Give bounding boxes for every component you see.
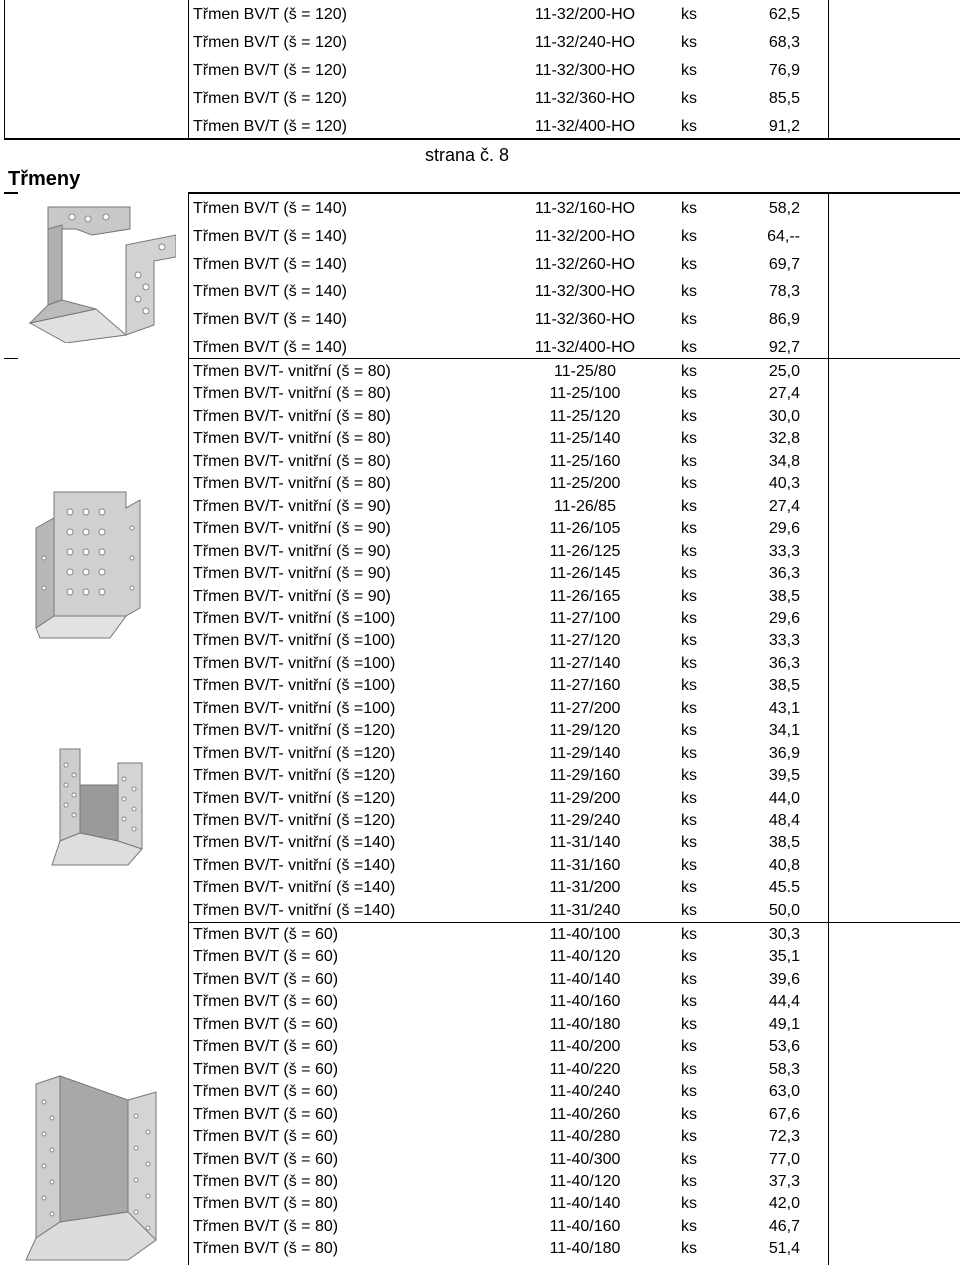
product-code: 11-32/300-HO [534, 283, 636, 301]
unit: ks [681, 699, 697, 717]
product-code: 11-40/180 [549, 1240, 621, 1258]
product-code: 11-40/200 [549, 1038, 621, 1056]
product-name: Třmen BV/T- vnitřní (š = 80) [193, 363, 391, 380]
unit: ks [681, 789, 697, 807]
product-code: 11-40/160 [549, 993, 621, 1011]
product-name: Třmen BV/T (š = 60) [193, 1150, 339, 1168]
unit: ks [681, 118, 697, 135]
price: 25,0 [768, 363, 800, 380]
product-code: 11-32/360-HO [534, 90, 636, 107]
unit: ks [681, 767, 697, 785]
price: 43,1 [768, 699, 800, 717]
product-name: Třmen BV/T (š = 60) [193, 1015, 339, 1033]
product-name: Třmen BV/T (š = 60) [193, 1105, 339, 1123]
divider-2 [188, 192, 960, 194]
price: 72,3 [768, 1128, 800, 1146]
price: 38,5 [768, 677, 800, 695]
product-name: Třmen BV/T (š = 60) [193, 926, 339, 943]
divider-3-stub [4, 358, 18, 359]
price: 53,6 [768, 1038, 800, 1056]
price: 44,4 [768, 993, 800, 1011]
price: 58,2 [768, 200, 800, 217]
product-name: Třmen BV/T- vnitřní (š =120) [193, 767, 396, 785]
product-name: Třmen BV/T- vnitřní (š =140) [193, 834, 396, 852]
product-name: Třmen BV/T- vnitřní (š =100) [193, 677, 396, 695]
price: 40,8 [768, 856, 800, 874]
price: 27,4 [768, 385, 800, 403]
price: 44,0 [768, 789, 800, 807]
unit: ks [681, 62, 697, 79]
product-name: Třmen BV/T (š = 140) [193, 227, 347, 245]
product-code: 11-29/160 [549, 767, 621, 785]
price: 62,5 [768, 6, 800, 23]
unit: ks [681, 812, 697, 829]
unit: ks [681, 744, 697, 762]
product-code: 11-32/360-HO [534, 311, 636, 329]
frame-right-top [828, 0, 829, 139]
price: 46,7 [768, 1217, 800, 1235]
product-code: 11-40/160 [549, 1217, 621, 1235]
price: 48,4 [768, 812, 800, 829]
hanger-small-illustration [46, 745, 150, 869]
unit: ks [681, 834, 697, 852]
unit: ks [681, 565, 697, 583]
product-name: Třmen BV/T- vnitřní (š =100) [193, 654, 396, 672]
product-name: Třmen BV/T- vnitřní (š =100) [193, 609, 396, 627]
price: 69,7 [768, 255, 800, 273]
product-name: Třmen BV/T (š = 140) [193, 283, 347, 301]
product-name: Třmen BV/T- vnitřní (š =120) [193, 722, 396, 740]
divider-4 [188, 922, 960, 923]
product-name: Třmen BV/T- vnitřní (š =140) [193, 901, 396, 919]
unit: ks [681, 34, 697, 51]
product-name: Třmen BV/T (š = 120) [193, 90, 347, 107]
price: 36,3 [768, 654, 800, 672]
unit: ks [681, 901, 697, 919]
unit: ks [681, 363, 697, 380]
price: 92,7 [768, 339, 800, 356]
price: 58,3 [768, 1060, 800, 1078]
unit: ks [681, 1240, 697, 1258]
price: 51,4 [768, 1240, 800, 1258]
unit: ks [681, 1083, 697, 1101]
product-code: 11-29/120 [549, 722, 621, 740]
product-name: Třmen BV/T- vnitřní (š = 80) [193, 430, 391, 448]
product-code: 11-25/200 [549, 475, 621, 493]
price: 30,3 [768, 926, 800, 943]
divider-3 [188, 358, 960, 359]
product-name: Třmen BV/T- vnitřní (š = 80) [193, 452, 391, 470]
divider-2-stub [4, 192, 18, 194]
unit: ks [681, 926, 697, 943]
product-name: Třmen BV/T (š = 80) [193, 1217, 339, 1235]
product-code: 11-32/240-HO [534, 34, 636, 51]
unit: ks [681, 1172, 697, 1190]
hanger-tall-illustration [20, 1062, 170, 1262]
product-code: 11-40/220 [549, 1060, 621, 1078]
product-code: 11-32/400-HO [534, 339, 636, 356]
product-code: 11-27/140 [549, 654, 621, 672]
price: 76,9 [768, 62, 800, 79]
price: 91,2 [768, 118, 800, 135]
product-name: Třmen BV/T (š = 120) [193, 34, 347, 51]
product-code: 11-27/120 [549, 632, 621, 650]
product-name: Třmen BV/T- vnitřní (š = 80) [193, 475, 391, 493]
price: 45.5 [768, 879, 800, 897]
price: 36,9 [768, 744, 800, 762]
product-name: Třmen BV/T (š = 120) [193, 118, 347, 135]
product-code: 11-29/140 [549, 744, 621, 762]
product-code: 11-32/200-HO [534, 227, 636, 245]
unit: ks [681, 255, 697, 273]
unit: ks [681, 200, 697, 217]
product-name: Třmen BV/T- vnitřní (š =140) [193, 879, 396, 897]
product-code: 11-27/200 [549, 699, 621, 717]
product-name: Třmen BV/T (š = 120) [193, 6, 347, 23]
product-code: 11-40/140 [549, 970, 621, 988]
product-name: Třmen BV/T- vnitřní (š =120) [193, 789, 396, 807]
product-code: 11-26/105 [549, 520, 621, 538]
product-code: 11-26/165 [549, 587, 621, 605]
product-name: Třmen BV/T (š = 60) [193, 1083, 339, 1101]
unit: ks [681, 1128, 697, 1146]
frame-sep-2 [188, 192, 189, 1265]
product-name: Třmen BV/T (š = 140) [193, 200, 347, 217]
product-code: 11-26/85 [554, 497, 616, 515]
price: 67,6 [768, 1105, 800, 1123]
price: 27,4 [768, 497, 800, 515]
product-name: Třmen BV/T (š = 60) [193, 993, 339, 1011]
product-name: Třmen BV/T (š = 60) [193, 1128, 339, 1146]
price: 39,5 [768, 767, 800, 785]
price: 77,0 [768, 1150, 800, 1168]
product-name: Třmen BV/T- vnitřní (š =120) [193, 744, 396, 762]
product-name: Třmen BV/T- vnitřní (š =100) [193, 699, 396, 717]
unit: ks [681, 722, 697, 740]
unit: ks [681, 609, 697, 627]
product-name: Třmen BV/T (š = 60) [193, 948, 339, 966]
price: 33,3 [768, 632, 800, 650]
product-name: Třmen BV/T- vnitřní (š =140) [193, 856, 396, 874]
unit: ks [681, 227, 697, 245]
product-code: 11-25/160 [549, 452, 621, 470]
unit: ks [681, 497, 697, 515]
product-name: Třmen BV/T (š = 140) [193, 339, 347, 356]
product-code: 11-31/140 [549, 834, 621, 852]
unit: ks [681, 856, 697, 874]
price: 32,8 [768, 430, 800, 448]
product-code: 11-26/125 [549, 542, 621, 560]
unit: ks [681, 1150, 697, 1168]
unit: ks [681, 520, 697, 538]
product-code: 11-25/80 [554, 363, 616, 380]
unit: ks [681, 452, 697, 470]
unit: ks [681, 1217, 697, 1235]
price: 68,3 [768, 34, 800, 51]
product-code: 11-29/200 [549, 789, 621, 807]
price: 39,6 [768, 970, 800, 988]
unit: ks [681, 654, 697, 672]
price: 40,3 [768, 475, 800, 493]
product-code: 11-25/100 [549, 385, 621, 403]
product-code: 11-40/240 [549, 1083, 621, 1101]
price: 29,6 [768, 520, 800, 538]
product-name: Třmen BV/T- vnitřní (š = 80) [193, 407, 391, 425]
unit: ks [681, 1038, 697, 1056]
unit: ks [681, 993, 697, 1011]
product-code: 11-40/300 [549, 1150, 621, 1168]
product-name: Třmen BV/T- vnitřní (š = 90) [193, 587, 391, 605]
product-name: Třmen BV/T (š = 60) [193, 970, 339, 988]
unit: ks [681, 632, 697, 650]
product-name: Třmen BV/T- vnitřní (š = 90) [193, 565, 391, 583]
unit: ks [681, 677, 697, 695]
product-code: 11-40/180 [549, 1015, 621, 1033]
hanger-outer-bracket-illustration [26, 205, 176, 343]
unit: ks [681, 475, 697, 493]
product-code: 11-40/120 [549, 1172, 621, 1190]
price: 64,-- [767, 227, 800, 245]
unit: ks [681, 339, 697, 356]
product-name: Třmen BV/T- vnitřní (š = 90) [193, 497, 391, 515]
price: 63,0 [768, 1083, 800, 1101]
frame-sep-1 [188, 0, 189, 139]
unit: ks [681, 879, 697, 897]
price: 30,0 [768, 407, 800, 425]
section-title: Třmeny [8, 168, 81, 190]
unit: ks [681, 1015, 697, 1033]
product-code: 11-27/160 [549, 677, 621, 695]
price: 34,1 [768, 722, 800, 740]
price: 78,3 [768, 283, 800, 301]
product-code: 11-31/240 [549, 901, 621, 919]
unit: ks [681, 6, 697, 23]
frame-left-top [4, 0, 5, 139]
unit: ks [681, 542, 697, 560]
product-code: 11-32/400-HO [534, 118, 636, 135]
unit: ks [681, 283, 697, 301]
product-code: 11-40/120 [549, 948, 621, 966]
product-code: 11-40/280 [549, 1128, 621, 1146]
unit: ks [681, 948, 697, 966]
product-code: 11-32/200-HO [534, 6, 636, 23]
product-code: 11-29/240 [549, 812, 621, 829]
price: 50,0 [768, 901, 800, 919]
price: 29,6 [768, 609, 800, 627]
page-reference: strana č. 8 [425, 145, 510, 165]
price: 85,5 [768, 90, 800, 107]
hanger-inner-illustration [30, 488, 154, 640]
product-code: 11-32/160-HO [534, 200, 636, 217]
product-name: Třmen BV/T- vnitřní (š =120) [193, 812, 396, 829]
unit: ks [681, 385, 697, 403]
price: 37,3 [768, 1172, 800, 1190]
unit: ks [681, 1060, 697, 1078]
product-code: 11-27/100 [549, 609, 621, 627]
divider-top [4, 138, 960, 140]
product-name: Třmen BV/T- vnitřní (š = 90) [193, 520, 391, 538]
price: 38,5 [768, 587, 800, 605]
product-code: 11-40/100 [549, 926, 621, 943]
unit: ks [681, 587, 697, 605]
product-name: Třmen BV/T- vnitřní (š = 80) [193, 385, 391, 403]
price: 36,3 [768, 565, 800, 583]
product-code: 11-32/260-HO [534, 255, 636, 273]
unit: ks [681, 311, 697, 329]
product-name: Třmen BV/T (š = 120) [193, 62, 347, 79]
frame-right-2 [828, 192, 829, 1265]
price: 35,1 [768, 948, 800, 966]
unit: ks [681, 407, 697, 425]
product-code: 11-26/145 [549, 565, 621, 583]
product-name: Třmen BV/T (š = 80) [193, 1240, 339, 1258]
product-name: Třmen BV/T- vnitřní (š = 90) [193, 542, 391, 560]
product-code: 11-31/200 [549, 879, 621, 897]
price: 49,1 [768, 1015, 800, 1033]
product-code: 11-25/140 [549, 430, 621, 448]
price: 33,3 [768, 542, 800, 560]
product-name: Třmen BV/T- vnitřní (š =100) [193, 632, 396, 650]
product-name: Třmen BV/T (š = 80) [193, 1172, 339, 1190]
unit: ks [681, 1195, 697, 1213]
product-code: 11-40/140 [549, 1195, 621, 1213]
product-name: Třmen BV/T (š = 140) [193, 311, 347, 329]
unit: ks [681, 1105, 697, 1123]
product-code: 11-32/300-HO [534, 62, 636, 79]
product-name: Třmen BV/T (š = 80) [193, 1195, 339, 1213]
product-code: 11-31/160 [549, 856, 621, 874]
price: 38,5 [768, 834, 800, 852]
unit: ks [681, 970, 697, 988]
product-code: 11-25/120 [549, 407, 621, 425]
price: 34,8 [768, 452, 800, 470]
product-name: Třmen BV/T (š = 140) [193, 255, 347, 273]
product-code: 11-40/260 [549, 1105, 621, 1123]
price: 86,9 [768, 311, 800, 329]
price: 42,0 [768, 1195, 800, 1213]
product-name: Třmen BV/T (š = 60) [193, 1038, 339, 1056]
product-name: Třmen BV/T (š = 60) [193, 1060, 339, 1078]
unit: ks [681, 430, 697, 448]
unit: ks [681, 90, 697, 107]
